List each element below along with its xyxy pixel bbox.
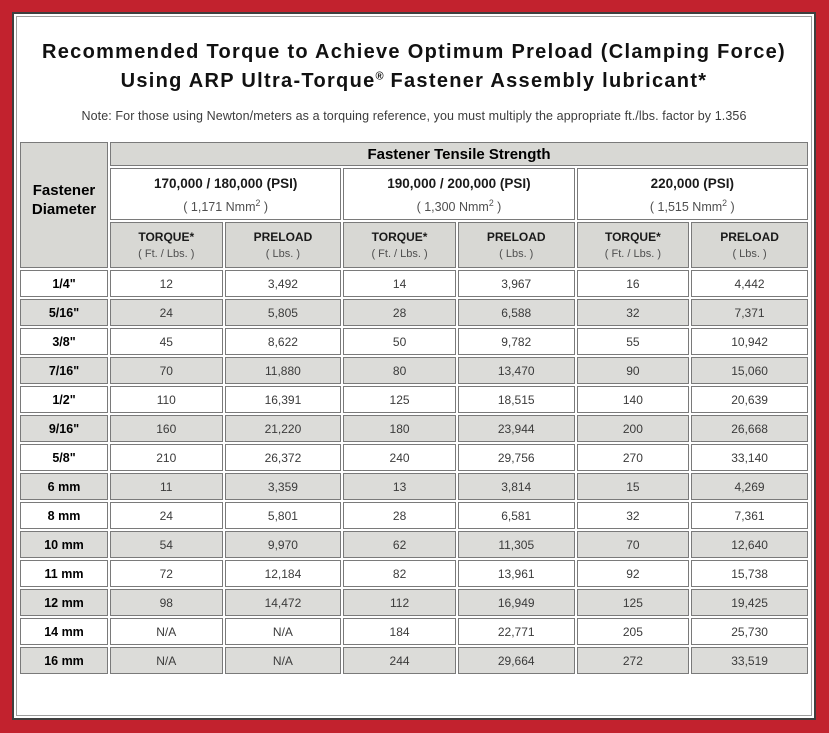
- value-cell: 18,515: [458, 386, 575, 413]
- fastener-diameter-cell: 12 mm: [20, 589, 108, 616]
- value-cell: 20,639: [691, 386, 808, 413]
- value-cell: 184: [343, 618, 456, 645]
- value-cell: 33,140: [691, 444, 808, 471]
- table-row: [20, 299, 808, 326]
- fastener-diameter-cell: 5/16": [20, 299, 108, 326]
- value-cell: 29,664: [458, 647, 575, 674]
- value-cell: 3,492: [225, 270, 342, 297]
- value-cell: N/A: [225, 647, 342, 674]
- tensile-strength-row: [20, 142, 808, 166]
- psi-group-row: [20, 168, 808, 220]
- value-cell: 15: [577, 473, 690, 500]
- value-cell: 16,391: [225, 386, 342, 413]
- psi-value: 220,000 (PSI): [650, 175, 734, 191]
- value-cell: 7,371: [691, 299, 808, 326]
- value-cell: 26,668: [691, 415, 808, 442]
- value-cell: 98: [110, 589, 223, 616]
- value-cell: 28: [343, 502, 456, 529]
- nmm-value: ( 1,300 Nmm$^2$ ): [416, 197, 502, 215]
- fastener-diameter-cell: 6 mm: [20, 473, 108, 500]
- table-row: [20, 473, 808, 500]
- nmm-value: ( 1,171 Nmm$^2$ ): [183, 197, 269, 215]
- value-cell: 16: [577, 270, 690, 297]
- value-cell: 55: [577, 328, 690, 355]
- torque-column-header: TORQUE* ( Ft. / Lbs. ): [110, 222, 223, 268]
- fastener-diameter-cell: 1/4": [20, 270, 108, 297]
- value-cell: 272: [577, 647, 690, 674]
- value-cell: 62: [343, 531, 456, 558]
- value-cell: 8,622: [225, 328, 342, 355]
- table-row: [20, 647, 808, 674]
- table-row: [20, 502, 808, 529]
- psi-group-220: [577, 168, 808, 220]
- table-row: [20, 444, 808, 471]
- value-cell: 92: [577, 560, 690, 587]
- nmm-value: ( 1,515 Nmm$^2$ ): [649, 197, 735, 215]
- fastener-diameter-cell: 5/8": [20, 444, 108, 471]
- value-cell: 13,961: [458, 560, 575, 587]
- value-cell: 110: [110, 386, 223, 413]
- document-panel: [12, 12, 816, 720]
- value-cell: 16,949: [458, 589, 575, 616]
- value-cell: 11,880: [225, 357, 342, 384]
- table-row: [20, 357, 808, 384]
- fastener-diameter-header: [20, 142, 108, 268]
- psi-value: 190,000 / 200,000 (PSI): [387, 175, 531, 191]
- torque-column-header: TORQUE* ( Ft. / Lbs. ): [577, 222, 690, 268]
- fastener-diameter-cell: 10 mm: [20, 531, 108, 558]
- value-cell: 125: [343, 386, 456, 413]
- fastener-diameter-cell: 16 mm: [20, 647, 108, 674]
- value-cell: 14: [343, 270, 456, 297]
- table-row: [20, 270, 808, 297]
- value-cell: 23,944: [458, 415, 575, 442]
- page-title-line1: Recommended Torque to Achieve Optimum Preload (Clamping Force): [41, 41, 787, 63]
- fastener-diameter-cell: 3/8": [20, 328, 108, 355]
- value-cell: 12,640: [691, 531, 808, 558]
- value-cell: 82: [343, 560, 456, 587]
- table-row: [20, 589, 808, 616]
- value-cell: 14,472: [225, 589, 342, 616]
- value-cell: 5,801: [225, 502, 342, 529]
- value-cell: 112: [343, 589, 456, 616]
- value-cell: 32: [577, 502, 690, 529]
- value-cell: 9,970: [225, 531, 342, 558]
- value-cell: 240: [343, 444, 456, 471]
- psi-group-190: [343, 168, 574, 220]
- value-cell: 11: [110, 473, 223, 500]
- value-cell: 12: [110, 270, 223, 297]
- psi-group-170: [110, 168, 341, 220]
- value-cell: 200: [577, 415, 690, 442]
- value-cell: 210: [110, 444, 223, 471]
- page-title-line2: [18, 67, 810, 96]
- table-body: [20, 270, 808, 674]
- value-cell: 24: [110, 502, 223, 529]
- value-cell: 80: [343, 357, 456, 384]
- value-cell: 5,805: [225, 299, 342, 326]
- fastener-diameter-cell: 9/16": [20, 415, 108, 442]
- fastener-diameter-cell: 1/2": [20, 386, 108, 413]
- preload-column-header: PRELOAD ( Lbs. ): [458, 222, 575, 268]
- table-row: [20, 531, 808, 558]
- value-cell: 13: [343, 473, 456, 500]
- registered-trademark-symbol: ®: [375, 70, 384, 83]
- value-cell: 29,756: [458, 444, 575, 471]
- title-line2-text: Using ARP Ultra-Torque: [120, 70, 376, 92]
- table-row: [20, 618, 808, 645]
- column-header-row: [20, 222, 808, 268]
- fastener-diameter-cell: 11 mm: [20, 560, 108, 587]
- value-cell: 3,967: [458, 270, 575, 297]
- value-cell: 10,942: [691, 328, 808, 355]
- value-cell: 33,519: [691, 647, 808, 674]
- value-cell: 3,814: [458, 473, 575, 500]
- value-cell: 70: [577, 531, 690, 558]
- preload-column-header: PRELOAD ( Lbs. ): [691, 222, 808, 268]
- table-row: [20, 386, 808, 413]
- value-cell: 19,425: [691, 589, 808, 616]
- value-cell: N/A: [225, 618, 342, 645]
- value-cell: 125: [577, 589, 690, 616]
- fastener-diameter-cell: 14 mm: [20, 618, 108, 645]
- value-cell: 140: [577, 386, 690, 413]
- value-cell: 15,738: [691, 560, 808, 587]
- value-cell: 180: [343, 415, 456, 442]
- conversion-note: Note: For those using Newton/meters as a torquing reference, you must multiply the appropriate ft./lbs. factor by 1.356: [81, 109, 747, 123]
- title-line2-text-post: Fastener Assembly lubricant*: [383, 70, 708, 92]
- value-cell: N/A: [110, 647, 223, 674]
- value-cell: 22,771: [458, 618, 575, 645]
- value-cell: 54: [110, 531, 223, 558]
- table-row: [20, 560, 808, 587]
- value-cell: 72: [110, 560, 223, 587]
- value-cell: 160: [110, 415, 223, 442]
- value-cell: 11,305: [458, 531, 575, 558]
- value-cell: 4,269: [691, 473, 808, 500]
- table-row: [20, 415, 808, 442]
- value-cell: N/A: [110, 618, 223, 645]
- psi-value: 170,000 / 180,000 (PSI): [153, 175, 298, 191]
- value-cell: 28: [343, 299, 456, 326]
- value-cell: 4,442: [691, 270, 808, 297]
- value-cell: 6,581: [458, 502, 575, 529]
- fastener-diameter-cell: 7/16": [20, 357, 108, 384]
- value-cell: 50: [343, 328, 456, 355]
- preload-column-header: PRELOAD ( Lbs. ): [225, 222, 342, 268]
- fastener-diameter-line2: Diameter: [31, 201, 97, 218]
- fastener-diameter-line1: Fastener: [32, 181, 96, 199]
- value-cell: 15,060: [691, 357, 808, 384]
- table-header: [20, 142, 808, 268]
- value-cell: 26,372: [225, 444, 342, 471]
- value-cell: 25,730: [691, 618, 808, 645]
- document-panel-inner: [16, 16, 812, 716]
- fastener-diameter-cell: 8 mm: [20, 502, 108, 529]
- value-cell: 9,782: [458, 328, 575, 355]
- value-cell: 244: [343, 647, 456, 674]
- tensile-strength-header: Fastener Tensile Strength: [110, 142, 808, 166]
- value-cell: 32: [577, 299, 690, 326]
- value-cell: 3,359: [225, 473, 342, 500]
- value-cell: 45: [110, 328, 223, 355]
- torque-column-header: TORQUE* ( Ft. / Lbs. ): [343, 222, 456, 268]
- value-cell: 6,588: [458, 299, 575, 326]
- value-cell: 90: [577, 357, 690, 384]
- value-cell: 70: [110, 357, 223, 384]
- value-cell: 270: [577, 444, 690, 471]
- value-cell: 13,470: [458, 357, 575, 384]
- value-cell: 21,220: [225, 415, 342, 442]
- table-row: [20, 328, 808, 355]
- value-cell: 7,361: [691, 502, 808, 529]
- value-cell: 12,184: [225, 560, 342, 587]
- torque-table: [18, 140, 810, 676]
- value-cell: 24: [110, 299, 223, 326]
- value-cell: 205: [577, 618, 690, 645]
- title-block: [18, 18, 810, 140]
